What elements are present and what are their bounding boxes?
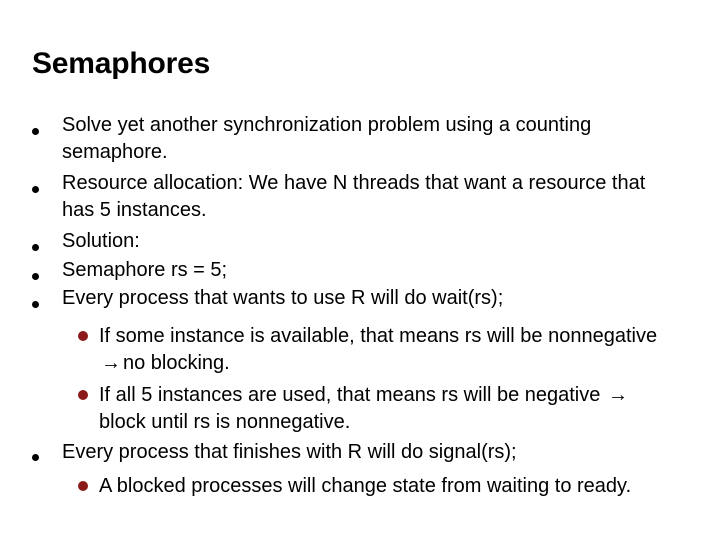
bullet-icon bbox=[32, 128, 39, 135]
bullet-icon bbox=[32, 454, 39, 461]
arrow-right-icon: → bbox=[607, 384, 628, 406]
item-1-line-1: Solve yet another synchronization problem using a counting bbox=[62, 114, 592, 136]
sub-bullet-icon bbox=[78, 331, 88, 341]
arrow-right-icon: → bbox=[101, 352, 121, 374]
item-5-line-1: Every process that wants to use R will do wait(rs); bbox=[62, 287, 504, 309]
sub-bullet-icon bbox=[78, 390, 88, 400]
item-6-line-1: Every process that finishes with R will do signal(rs); bbox=[62, 441, 517, 463]
item-5-sub-2-line-2: block until rs is nonnegative. bbox=[99, 411, 351, 433]
item-4-line-1: Semaphore rs = 5; bbox=[62, 259, 228, 281]
item-6-sub-1-line-1: A blocked processes will change state from waiting to ready. bbox=[99, 475, 632, 497]
item-5-sub-1-line-2 bbox=[99, 348, 230, 378]
item-5-sub-1-line-2-text: no blocking. bbox=[123, 352, 230, 374]
item-5-sub-2-line-1-text: If all 5 instances are used, that means rs will be negative bbox=[99, 384, 601, 406]
item-3-line-1: Solution: bbox=[62, 230, 140, 252]
slide-title: Semaphores bbox=[32, 47, 211, 80]
bullet-icon bbox=[32, 273, 39, 280]
bullet-icon bbox=[32, 301, 39, 308]
sub-bullet-icon bbox=[78, 481, 88, 491]
item-1-line-2: semaphore. bbox=[62, 141, 168, 163]
item-5-sub-2-line-1 bbox=[99, 380, 630, 410]
item-2-line-1: Resource allocation: We have N threads that want a resource that bbox=[62, 172, 646, 194]
item-2-line-2: has 5 instances. bbox=[62, 199, 207, 221]
bullet-icon bbox=[32, 244, 39, 251]
bullet-icon bbox=[32, 186, 39, 193]
item-5-sub-1-line-1: If some instance is available, that means rs will be nonnegative bbox=[99, 325, 658, 347]
